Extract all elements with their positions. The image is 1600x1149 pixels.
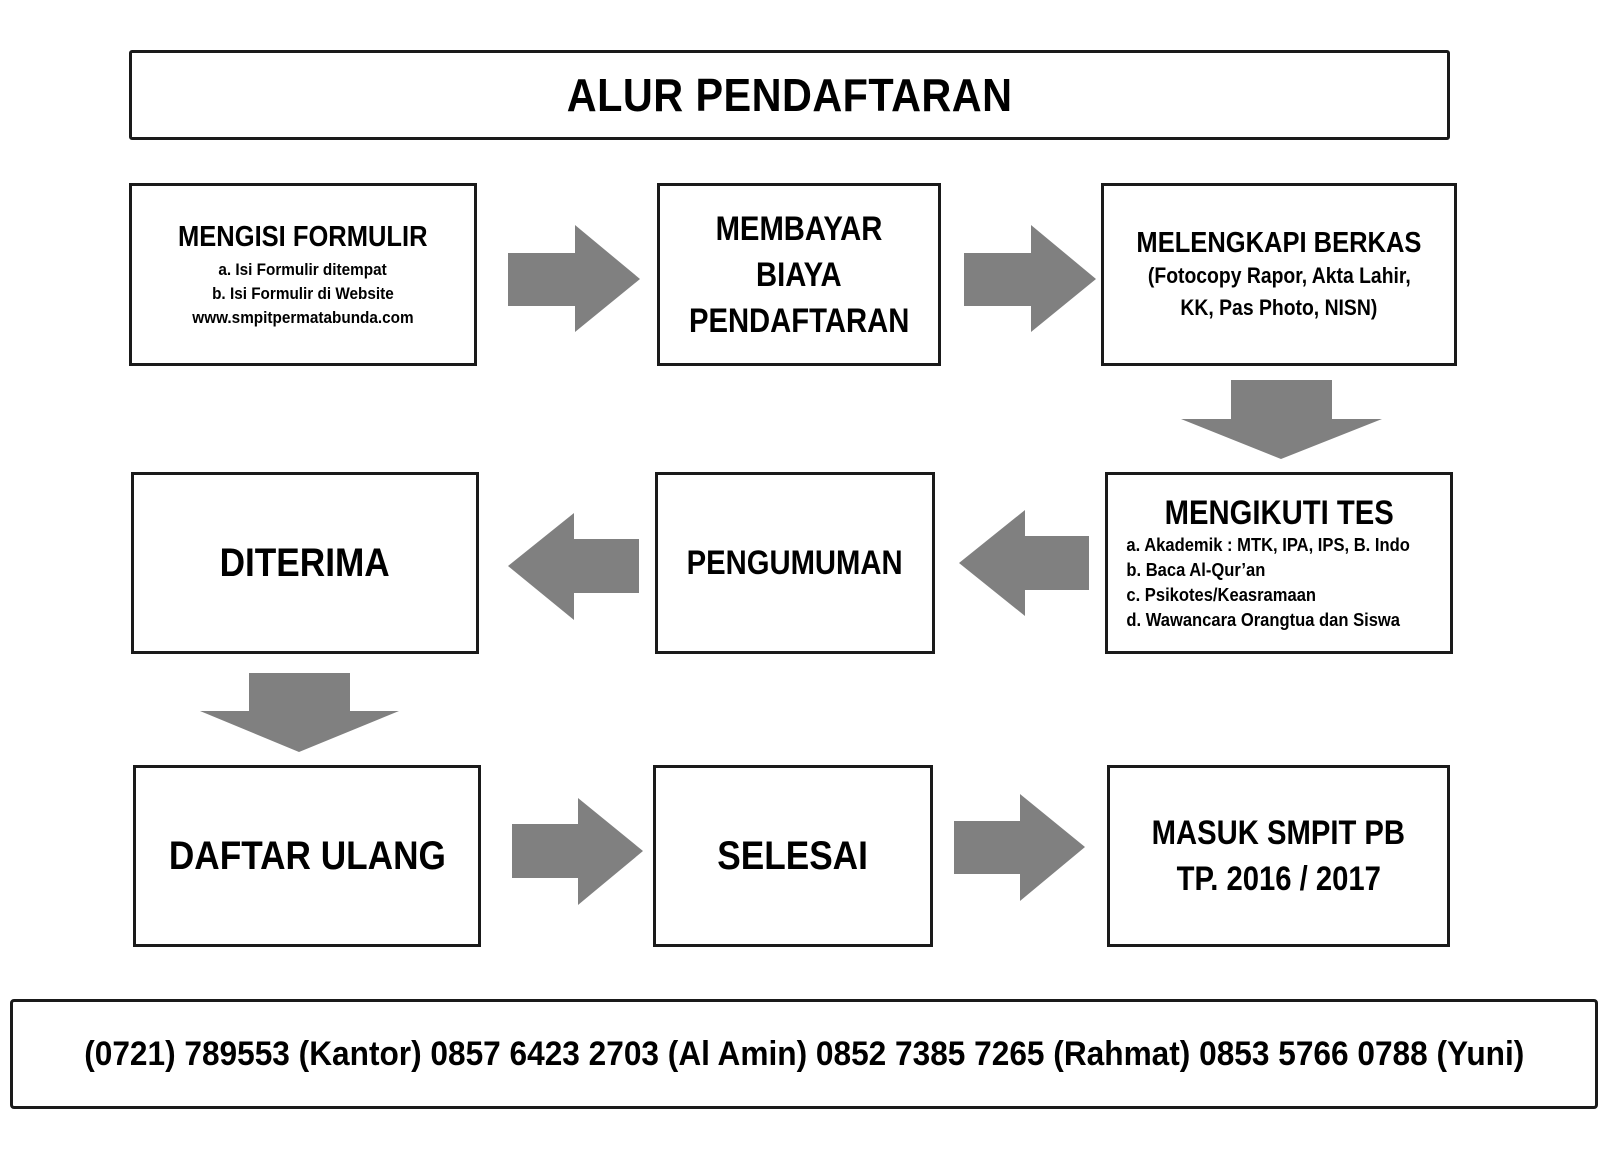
step-detail-line: b. Baca Al-Qur’an <box>1126 560 1266 580</box>
step-detail-line: b. Isi Formulir di Website <box>212 283 394 303</box>
step-detail-line: a. Isi Formulir ditempat <box>218 259 388 279</box>
step-heading-line: TP. 2016 / 2017 <box>1176 860 1381 898</box>
step-mengisi-formulir <box>129 183 477 366</box>
step-heading-line: MEMBAYAR <box>715 209 883 248</box>
step-daftar-ulang <box>133 765 481 947</box>
website-link[interactable]: www.smpitpermatabunda.com <box>192 307 414 327</box>
contact-footer <box>10 999 1598 1109</box>
step-heading: DAFTAR ULANG <box>168 834 446 878</box>
step-heading-line: BIAYA <box>756 255 842 294</box>
step-heading: MENGIKUTI TES <box>1164 494 1394 532</box>
step-diterima <box>131 472 479 654</box>
step-heading-line: PENDAFTARAN <box>688 301 910 340</box>
arrow-right-icon <box>964 225 1096 332</box>
title-box <box>129 50 1450 140</box>
step-heading: DITERIMA <box>219 541 391 585</box>
arrow-right-icon <box>512 798 643 905</box>
step-detail-line: (Fotocopy Rapor, Akta Lahir, <box>1147 262 1411 288</box>
arrow-down-icon <box>200 673 399 752</box>
contact-phone-numbers: (0721) 789553 (Kantor) 0857 6423 2703 (Al Amin) 0852 7385 7265 (Rahmat) 0853 5766 0788 (Yuni) <box>83 1034 1525 1073</box>
step-heading: MENGISI FORMULIR <box>178 220 428 253</box>
step-detail-line: d. Wawancara Orangtua dan Siswa <box>1126 610 1401 630</box>
step-detail-line: KK, Pas Photo, NISN) <box>1180 294 1378 320</box>
step-heading: PENGUMUMAN <box>686 544 904 582</box>
arrow-left-icon <box>508 513 639 620</box>
step-masuk-smpit <box>1107 765 1450 947</box>
step-selesai <box>653 765 933 947</box>
step-membayar-biaya <box>657 183 941 366</box>
arrow-right-icon <box>508 225 640 332</box>
step-heading: SELESAI <box>717 834 869 878</box>
arrow-left-icon <box>959 510 1089 616</box>
step-detail-line: c. Psikotes/Keasramaan <box>1126 585 1317 605</box>
page-title: ALUR PENDAFTARAN <box>566 69 1013 121</box>
step-heading: MELENGKAPI BERKAS <box>1136 226 1422 259</box>
step-heading-line: MASUK SMPIT PB <box>1151 814 1406 852</box>
step-detail-line: a. Akademik : MTK, IPA, IPS, B. Indo <box>1126 535 1410 555</box>
step-pengumuman <box>655 472 935 654</box>
step-melengkapi-berkas <box>1101 183 1457 366</box>
arrow-down-icon <box>1181 380 1382 459</box>
step-mengikuti-tes <box>1105 472 1453 654</box>
arrow-right-icon <box>954 794 1085 901</box>
